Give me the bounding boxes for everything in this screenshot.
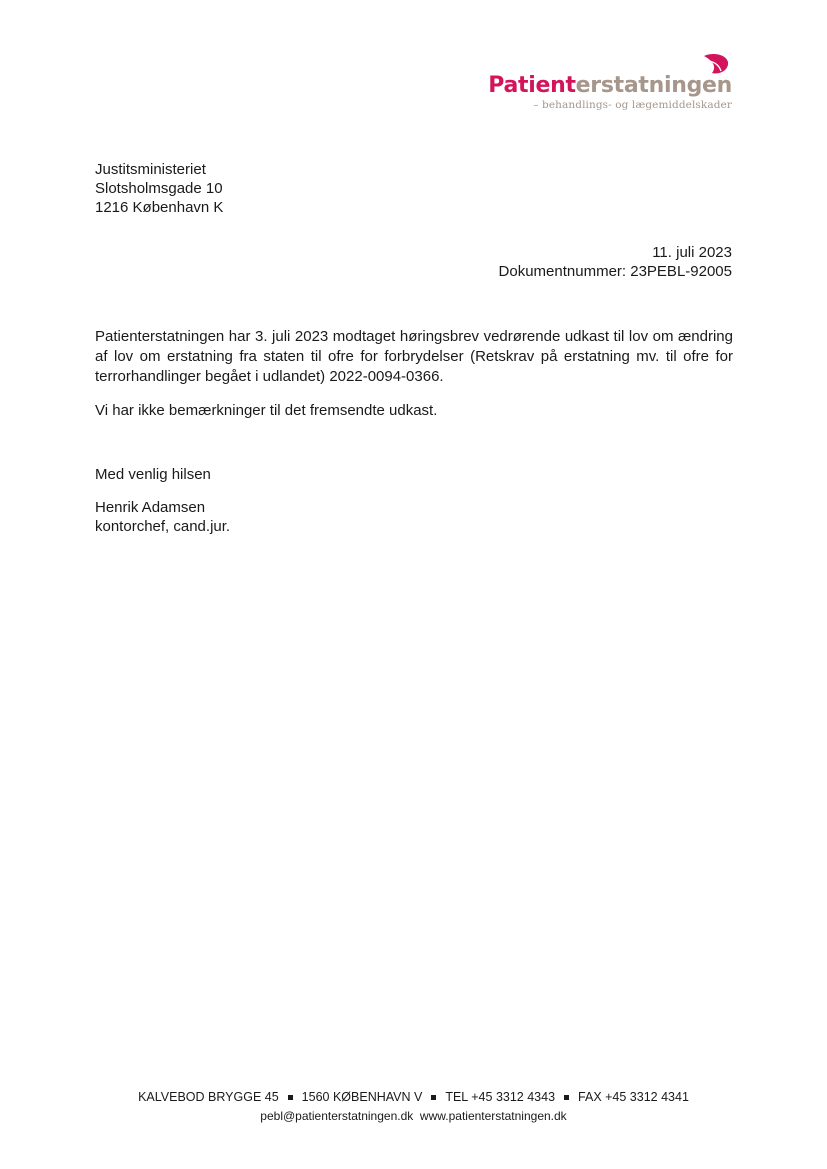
leaf-logo-icon — [700, 52, 730, 76]
footer-address: KALVEBOD BRYGGE 45 — [138, 1090, 279, 1104]
separator-square-icon — [288, 1095, 293, 1100]
footer-email[interactable]: pebl@patienterstatningen.dk — [260, 1109, 414, 1123]
letter-footer — [0, 1088, 827, 1126]
separator-square-icon — [431, 1095, 436, 1100]
logo — [488, 52, 732, 111]
recipient-address — [95, 160, 223, 217]
footer-fax: FAX +45 3312 4341 — [578, 1090, 689, 1104]
letter-body — [95, 327, 733, 435]
closing-block — [95, 465, 230, 536]
recipient-city: 1216 København K — [95, 199, 224, 216]
logo-tagline: – behandlings- og lægemiddelskader — [533, 99, 732, 111]
footer-web-line — [0, 1107, 827, 1126]
logo-word-part1: Patient — [488, 73, 576, 98]
logo-word-part2: erstatningen — [575, 73, 732, 98]
body-paragraph-1: Patienterstatningen har 3. juli 2023 modtaget høringsbrev vedrørende udkast til lov om ændring af lov om erstatning fra staten til ofre for forbrydelser (Retskrav på erstatning mv. til ofre for terrorhandlinger begået i udlandet) 2022-0094-0366. — [95, 328, 733, 385]
recipient-street: Slotsholmsgade 10 — [95, 180, 223, 197]
signatory-name: Henrik Adamsen — [95, 499, 206, 516]
footer-contact-line — [0, 1088, 827, 1107]
body-paragraph-2: Vi har ikke bemærkninger til det fremsendte udkast. — [95, 402, 438, 419]
footer-city: 1560 KØBENHAVN V — [301, 1090, 423, 1104]
document-number: Dokumentnummer: 23PEBL-92005 — [498, 263, 732, 280]
signatory-title: kontorchef, cand.jur. — [95, 518, 231, 535]
footer-website[interactable]: www.patienterstatningen.dk — [419, 1109, 567, 1123]
footer-tel: TEL +45 3312 4343 — [445, 1090, 556, 1104]
separator-square-icon — [564, 1095, 569, 1100]
date-block — [499, 243, 732, 281]
recipient-name: Justitsministeriet — [95, 161, 206, 178]
closing-greeting: Med venlig hilsen — [95, 466, 211, 483]
logo-wordmark — [488, 74, 732, 98]
letter-date: 11. juli 2023 — [652, 244, 732, 261]
